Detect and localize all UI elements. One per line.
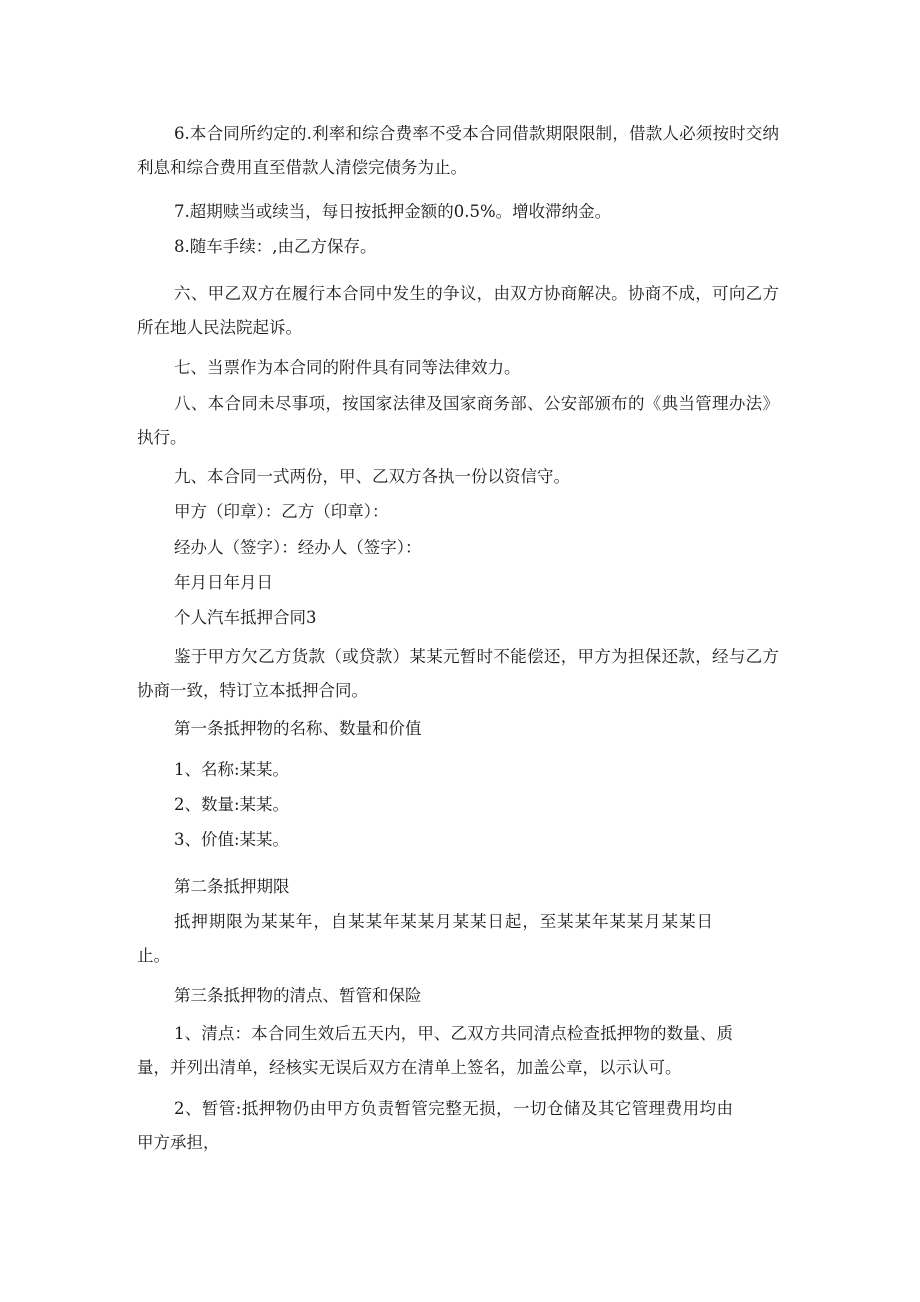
paragraph-clause-8: 8.随车手续：,由乙方保存。 <box>174 237 377 256</box>
article-1-heading: 第一条抵押物的名称、数量和价值 <box>174 719 422 738</box>
signature-date-line: 年月日年月日 <box>174 573 273 592</box>
paragraph-custody: 2、暂管:抵押物仍由甲方负责暂管完整无损，一切仓储及其它管理费用均由甲方承担， <box>137 1099 733 1152</box>
paragraph-mortgage-term: 抵押期限为某某年，自某某年某某月某某日起，至某某年某某月某某日止。 <box>137 912 713 965</box>
paragraph-article-9: 九、本合同一式两份，甲、乙双方各执一份以资信守。 <box>174 467 570 486</box>
item-quantity: 2、数量:某某。 <box>174 795 290 814</box>
article-3-heading: 第三条抵押物的清点、暂管和保险 <box>174 986 422 1005</box>
paragraph-clause-7: 7.超期赎当或续当，每日按抵押金额的0.5%。增收滞纳金。 <box>174 202 612 221</box>
signature-seal-line: 甲方（印章）：乙方（印章）： <box>174 502 389 521</box>
contract-title: 个人汽车抵押合同3 <box>174 608 317 627</box>
paragraph-article-7: 七、当票作为本合同的附件具有同等法律效力。 <box>174 358 521 377</box>
paragraph-inventory: 1、清点：本合同生效后五天内，甲、乙双方共同清点检查抵押物的数量、质量，并列出清单，经核实无误后双方在清单上签名，加盖公章，以示认可。 <box>137 1024 733 1077</box>
item-name: 1、名称:某某。 <box>174 760 290 779</box>
paragraph-clause-6: 6.本合同所约定的.利率和综合费率不受本合同借款期限限制，借款人必须按时交纳利息和综合费用直至借款人清偿完债务为止。 <box>137 124 779 177</box>
item-value: 3、价值:某某。 <box>174 830 290 849</box>
article-2-heading: 第二条抵押期限 <box>174 877 290 896</box>
paragraph-preamble: 鉴于甲方欠乙方货款（或贷款）某某元暂时不能偿还，甲方为担保还款，经与乙方协商一致，特订立本抵押合同。 <box>137 647 779 700</box>
paragraph-article-6: 六、甲乙双方在履行本合同中发生的争议，由双方协商解决。协商不成，可向乙方所在地人民法院起诉。 <box>137 284 779 337</box>
signature-handler-line: 经办人（签字）：经办人（签字）： <box>174 538 422 557</box>
paragraph-article-8: 八、本合同未尽事项，按国家法律及国家商务部、公安部颁布的《典当管理办法》执行。 <box>137 394 779 447</box>
